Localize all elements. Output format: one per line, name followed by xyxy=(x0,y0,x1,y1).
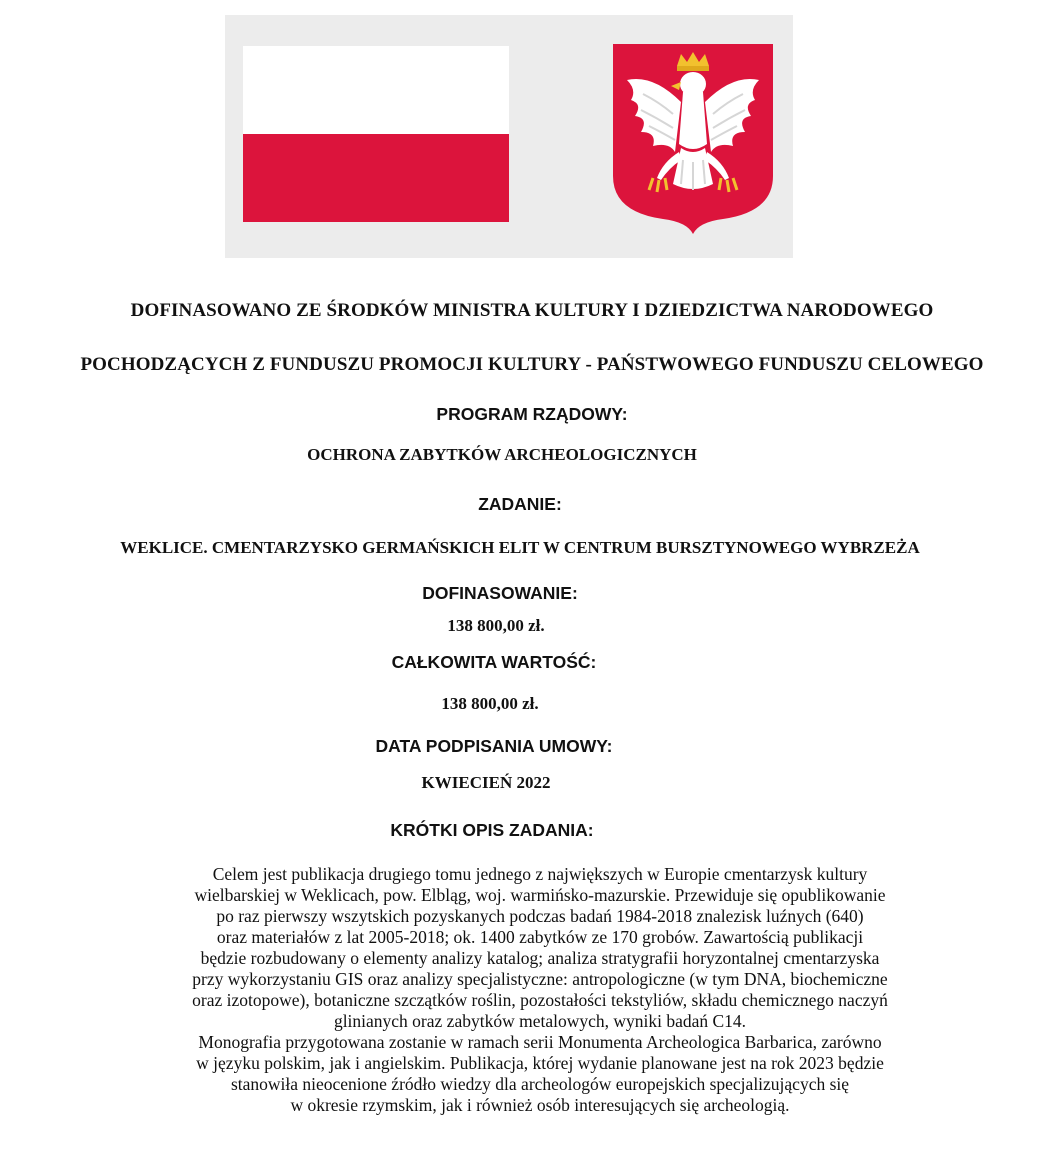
description-line: Celem jest publikacja drugiego tomu jednego z największych w Europie cmentarzysk kultury xyxy=(212,864,868,884)
task-label: ZADANIE: xyxy=(478,494,562,514)
total-value-label: CAŁKOWITA WARTOŚĆ: xyxy=(391,652,597,672)
program-label: PROGRAM RZĄDOWY: xyxy=(436,404,628,424)
signing-date-value: KWIECIEŃ 2022 xyxy=(421,773,551,792)
description-line: w okresie rzymskim, jak i również osób interesujących się archeologią. xyxy=(290,1095,790,1115)
signing-date-label: DATA PODPISANIA UMOWY: xyxy=(375,736,613,756)
description-line: po raz pierwszy wszytskich pozyskanych podczas badań 1984-2018 znalezisk luźnych (640) xyxy=(216,906,864,926)
description-line: glinianych oraz zabytków metalowych, wyniki badań C14. xyxy=(333,1011,747,1031)
description-text xyxy=(60,864,1020,1116)
polish-eagle-emblem xyxy=(613,44,773,234)
description-line: będzie rozbudowany o elementy analizy katalog; analiza stratygrafii horyzontalnej cmentarzyska xyxy=(200,948,880,968)
poland-flag xyxy=(243,46,509,222)
funding-statement-line-1: DOFINASOWANO ZE ŚRODKÓW MINISTRA KULTURY I DZIEDZICTWA NARODOWEGO xyxy=(130,300,934,321)
description-line: oraz materiałów z lat 2005-2018; ok. 1400 zabytków ze 170 grobów. Zawartością publikacji xyxy=(216,927,864,947)
total-value-amount: 138 800,00 zł. xyxy=(441,694,539,713)
description-line: stanowiła nieocenione źródło wiedzy dla archeologów europejskich specjalizujących się xyxy=(230,1074,850,1094)
flag-white-stripe xyxy=(243,46,509,134)
program-value: OCHRONA ZABYTKÓW ARCHEOLOGICZNYCH xyxy=(307,445,697,464)
description-line: w języku polskim, jak i angielskim. Publikacja, której wydanie planowane jest na rok 2023 będzie xyxy=(196,1053,884,1073)
description-label: KRÓTKI OPIS ZADANIA: xyxy=(390,820,594,840)
description-line: oraz izotopowe), botaniczne szczątków roślin, pozostałości tekstyliów, składu chemicznego naczyń xyxy=(192,990,888,1010)
description-line: Monografia przygotowana zostanie w ramach serii Monumenta Archeologica Barbarica, zarówno xyxy=(198,1032,882,1052)
description-line: przy wykorzystaniu GIS oraz analizy specjalistyczne: antropologiczne (w tym DNA, biochemiczne xyxy=(192,969,888,989)
task-value: WEKLICE. CMENTARZYSKO GERMAŃSKICH ELIT W CENTRUM BURSZTYNOWEGO WYBRZEŻA xyxy=(120,538,920,557)
funding-value: 138 800,00 zł. xyxy=(447,616,545,635)
funding-label: DOFINASOWANIE: xyxy=(422,583,578,603)
funding-statement-line-2: POCHODZĄCYCH Z FUNDUSZU PROMOCJI KULTURY - PAŃSTWOWEGO FUNDUSZU CELOWEGO xyxy=(80,354,984,375)
description-line: wielbarskiej w Weklicach, pow. Elbląg, woj. warmińsko-mazurskie. Przewiduje się opublikowanie xyxy=(194,885,886,905)
flag-red-stripe xyxy=(243,134,509,222)
